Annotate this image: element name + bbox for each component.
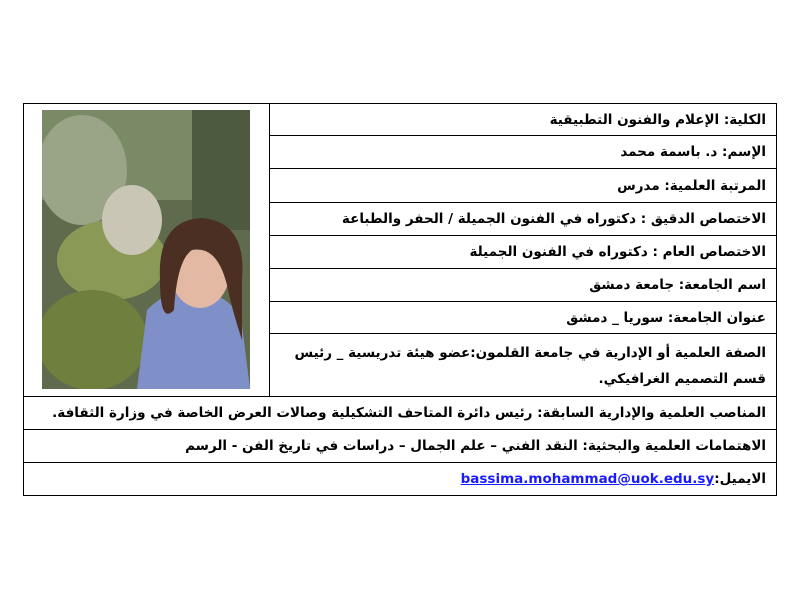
interests-row: الاهتمامات العلمية والبحثية: النقد الفني – علم الجمال – دراسات في تاريخ الفن - الرسم: [24, 430, 776, 463]
profile-top-section: [24, 104, 776, 397]
profile-card: [23, 103, 777, 496]
specialization-row: الاختصاص الدقيق : دكتوراه في الفنون الجميلة / الحفر والطباعة: [270, 203, 776, 236]
email-link[interactable]: bassima.mohammad@uok.edu.sy: [460, 471, 715, 487]
rank-row: المرتبة العلمية: مدرس: [270, 169, 776, 203]
name-row: الإسم: د. باسمة محمد: [270, 136, 776, 169]
email-label: الايميل:: [714, 471, 766, 487]
university-row: اسم الجامعة: جامعة دمشق: [270, 269, 776, 302]
email-row: [24, 463, 776, 495]
photo-cell: [24, 104, 270, 396]
address-row: عنوان الجامعة: سوريا _ دمشق: [270, 302, 776, 334]
general-specialization-row: الاختصاص العام : دكتوراه في الفنون الجميلة: [270, 236, 776, 269]
profile-photo: [42, 110, 250, 389]
college-row: الكلية: الإعلام والفنون التطبيقية: [270, 104, 776, 136]
previous-positions-row: المناصب العلمية والإدارية السابقة: رئيس دائرة المتاحف التشكيلية وصالات العرض الخاصة في وزارة الثقافة.: [24, 397, 776, 430]
current-positions-row: الصفة العلمية أو الإدارية في جامعة القلمون:عضو هيئة تدريسية _ رئيس قسم التصميم الغرافيكي.: [294, 345, 766, 387]
profile-rows: [270, 104, 776, 396]
